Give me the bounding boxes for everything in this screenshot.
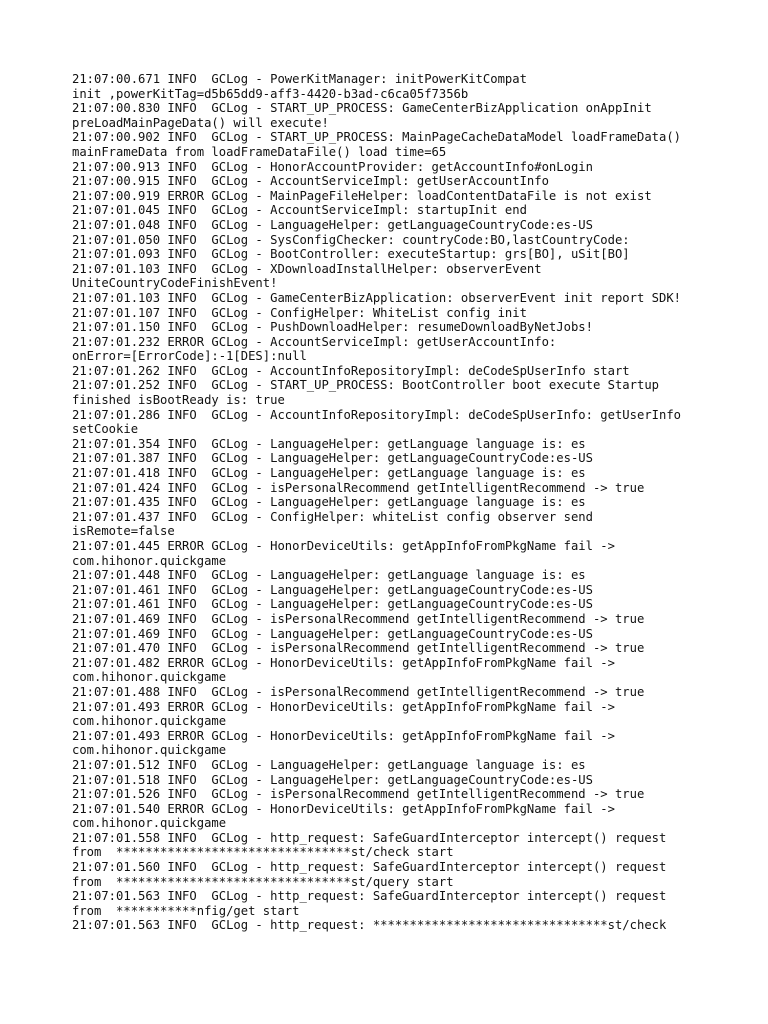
log-line: 21:07:01.448 INFO GCLog - LanguageHelper: getLanguage language is: es bbox=[72, 568, 586, 583]
log-line: 21:07:01.558 INFO GCLog - http_request: SafeGuardInterceptor intercept() request bbox=[72, 830, 667, 845]
log-line: 21:07:01.048 INFO GCLog - LanguageHelper: getLanguageCountryCode:es-US bbox=[72, 217, 593, 232]
log-line: 21:07:01.560 INFO GCLog - http_request: SafeGuardInterceptor intercept() request bbox=[72, 860, 667, 875]
log-line: finished isBootReady is: true bbox=[72, 393, 285, 408]
log-line: mainFrameData from loadFrameDataFile() load time=65 bbox=[72, 144, 447, 159]
log-line: 21:07:01.488 INFO GCLog - isPersonalRecommend getIntelligentRecommend -> true bbox=[72, 684, 645, 699]
log-line: 21:07:01.050 INFO GCLog - SysConfigChecker: countryCode:BO,lastCountryCode: bbox=[72, 232, 630, 247]
log-line: from ********************************st/check start bbox=[72, 845, 454, 860]
log-line: 21:07:00.902 INFO GCLog - START_UP_PROCESS: MainPageCacheDataModel loadFrameData() bbox=[72, 130, 682, 145]
log-line: 21:07:00.913 INFO GCLog - HonorAccountProvider: getAccountInfo#onLogin bbox=[72, 159, 593, 174]
log-document bbox=[72, 72, 732, 933]
log-line: 21:07:01.093 INFO GCLog - BootController: executeStartup: grs[BO], uSit[BO] bbox=[72, 247, 630, 262]
log-line: 21:07:01.540 ERROR GCLog - HonorDeviceUtils: getAppInfoFromPkgName fail -> bbox=[72, 801, 615, 816]
log-line: preLoadMainPageData() will execute! bbox=[72, 115, 329, 130]
log-line: 21:07:01.424 INFO GCLog - isPersonalRecommend getIntelligentRecommend -> true bbox=[72, 480, 645, 495]
log-line: 21:07:01.469 INFO GCLog - isPersonalRecommend getIntelligentRecommend -> true bbox=[72, 611, 645, 626]
log-line: com.hihonor.quickgame bbox=[72, 670, 227, 685]
log-line: 21:07:01.512 INFO GCLog - LanguageHelper: getLanguage language is: es bbox=[72, 757, 586, 772]
log-line: com.hihonor.quickgame bbox=[72, 714, 227, 729]
log-line: 21:07:01.354 INFO GCLog - LanguageHelper: getLanguage language is: es bbox=[72, 436, 586, 451]
log-line: 21:07:01.252 INFO GCLog - START_UP_PROCESS: BootController boot execute Startup bbox=[72, 378, 659, 393]
log-line: init ,powerKitTag=d5b65dd9-aff3-4420-b3ad-c6ca05f7356b bbox=[72, 86, 469, 101]
log-line: 21:07:01.526 INFO GCLog - isPersonalRecommend getIntelligentRecommend -> true bbox=[72, 787, 645, 802]
log-line: isRemote=false bbox=[72, 524, 175, 539]
log-line: 21:07:00.919 ERROR GCLog - MainPageFileHelper: loadContentDataFile is not exist bbox=[72, 188, 652, 203]
log-line: 21:07:01.387 INFO GCLog - LanguageHelper: getLanguageCountryCode:es-US bbox=[72, 451, 593, 466]
log-line: from ***********nfig/get start bbox=[72, 903, 300, 918]
log-line: 21:07:01.107 INFO GCLog - ConfigHelper: WhiteList config init bbox=[72, 305, 527, 320]
log-line: onError=[ErrorCode]:-1[DES]:null bbox=[72, 349, 307, 364]
log-line: 21:07:01.493 ERROR GCLog - HonorDeviceUtils: getAppInfoFromPkgName fail -> bbox=[72, 699, 615, 714]
log-line: 21:07:01.262 INFO GCLog - AccountInfoRepositoryImpl: deCodeSpUserInfo start bbox=[72, 363, 630, 378]
log-line: 21:07:01.461 INFO GCLog - LanguageHelper: getLanguageCountryCode:es-US bbox=[72, 582, 593, 597]
log-line: com.hihonor.quickgame bbox=[72, 816, 227, 831]
log-line: 21:07:01.469 INFO GCLog - LanguageHelper: getLanguageCountryCode:es-US bbox=[72, 626, 593, 641]
log-line: from ********************************st/query start bbox=[72, 874, 454, 889]
log-line: 21:07:01.482 ERROR GCLog - HonorDeviceUtils: getAppInfoFromPkgName fail -> bbox=[72, 655, 615, 670]
log-line: 21:07:01.493 ERROR GCLog - HonorDeviceUtils: getAppInfoFromPkgName fail -> bbox=[72, 728, 615, 743]
log-line: 21:07:01.563 INFO GCLog - http_request: SafeGuardInterceptor intercept() request bbox=[72, 889, 667, 904]
log-line: com.hihonor.quickgame bbox=[72, 743, 227, 758]
log-line: 21:07:01.461 INFO GCLog - LanguageHelper: getLanguageCountryCode:es-US bbox=[72, 597, 593, 612]
log-line: com.hihonor.quickgame bbox=[72, 553, 227, 568]
log-line: 21:07:01.045 INFO GCLog - AccountServiceImpl: startupInit end bbox=[72, 203, 527, 218]
log-line: 21:07:01.418 INFO GCLog - LanguageHelper: getLanguage language is: es bbox=[72, 466, 586, 481]
log-line: 21:07:01.103 INFO GCLog - XDownloadInstallHelper: observerEvent bbox=[72, 261, 542, 276]
log-line: 21:07:01.150 INFO GCLog - PushDownloadHelper: resumeDownloadByNetJobs! bbox=[72, 320, 593, 335]
log-line: 21:07:01.518 INFO GCLog - LanguageHelper: getLanguageCountryCode:es-US bbox=[72, 772, 593, 787]
log-line: setCookie bbox=[72, 422, 139, 437]
log-line: 21:07:01.445 ERROR GCLog - HonorDeviceUtils: getAppInfoFromPkgName fail -> bbox=[72, 539, 615, 553]
log-line: 21:07:01.470 INFO GCLog - isPersonalRecommend getIntelligentRecommend -> true bbox=[72, 641, 645, 656]
log-line: 21:07:01.563 INFO GCLog - http_request: ********************************st/check bbox=[72, 918, 667, 933]
log-line: 21:07:00.915 INFO GCLog - AccountServiceImpl: getUserAccountInfo bbox=[72, 174, 549, 189]
log-line: 21:07:01.103 INFO GCLog - GameCenterBizApplication: observerEvent init report SDK! bbox=[72, 290, 682, 305]
log-line: 21:07:01.435 INFO GCLog - LanguageHelper: getLanguage language is: es bbox=[72, 495, 586, 510]
log-line: 21:07:01.286 INFO GCLog - AccountInfoRepositoryImpl: deCodeSpUserInfo: getUserInfo bbox=[72, 407, 682, 422]
log-line: UniteCountryCodeFinishEvent! bbox=[72, 276, 278, 291]
log-line: 21:07:00.830 INFO GCLog - START_UP_PROCESS: GameCenterBizApplication onAppInit bbox=[72, 101, 652, 116]
log-line: 21:07:01.437 INFO GCLog - ConfigHelper: whiteList config observer send bbox=[72, 509, 593, 524]
log-line: 21:07:01.232 ERROR GCLog - AccountServiceImpl: getUserAccountInfo: bbox=[72, 334, 557, 349]
log-line: 21:07:00.671 INFO GCLog - PowerKitManager: initPowerKitCompat bbox=[72, 72, 527, 86]
